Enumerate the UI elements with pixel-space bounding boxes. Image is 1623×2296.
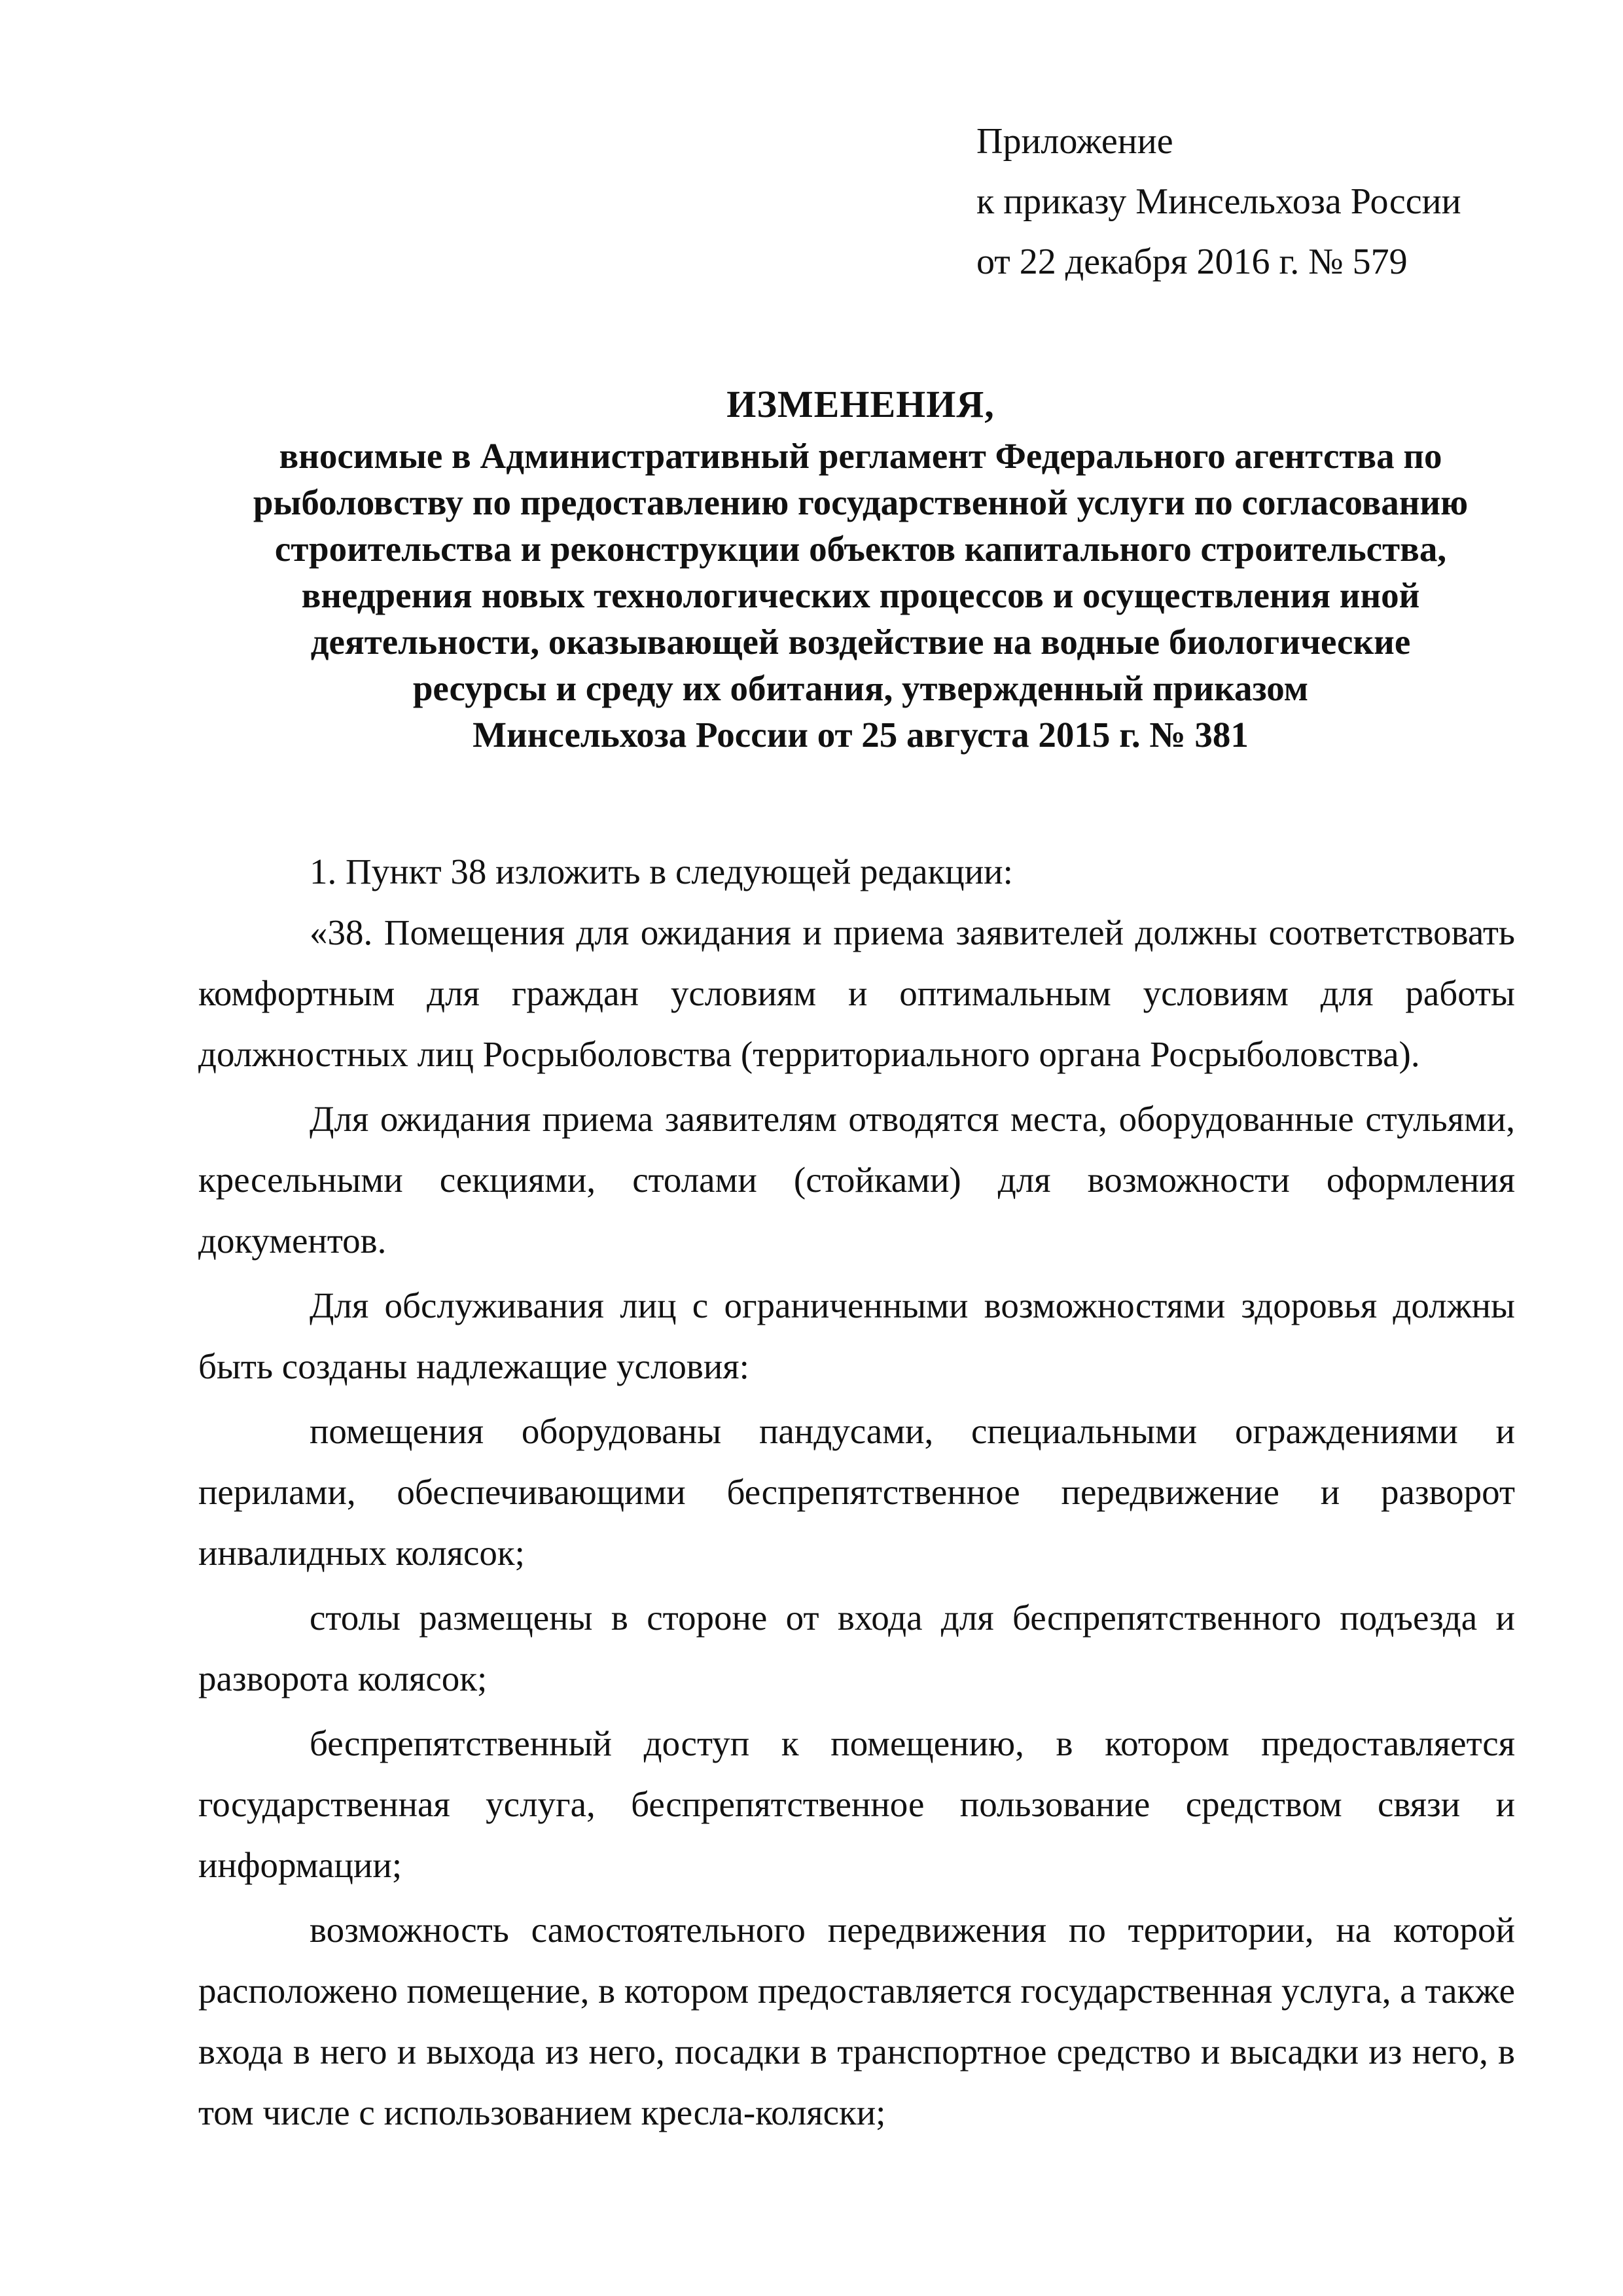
heading-line: внедрения новых технологических процессов и осуществления иной [301, 575, 1420, 615]
body-paragraph: помещения оборудованы пандусами, специальными ограждениями и перилами, обеспечивающими беспрепятственное передвижение и разворот инвалидных колясок; [198, 1411, 1515, 1573]
appendix-order-reference: к приказу Минсельхоза России [976, 181, 1461, 222]
heading-line: строительства и реконструкции объектов капитального строительства, [274, 529, 1447, 569]
document-heading [177, 376, 1544, 758]
heading-line: деятельности, оказывающей воздействие на водные биологические [310, 622, 1411, 662]
appendix-block [976, 111, 1461, 292]
body-paragraph: возможность самостоятельного передвижения по территории, на которой расположено помещение, в котором предоставляется государственная услуга, а также входа в него и выхода из него, посадки в транспортное средство и высадки из него, в том числе с использованием кресла-коляски; [198, 1910, 1515, 2132]
body-paragraph: Для ожидания приема заявителям отводятся места, оборудованные стульями, кресельными секциями, столами (стойками) для возможности оформления документов. [198, 1099, 1515, 1261]
body-paragraph: «38. Помещения для ожидания и приема заявителей должны соответствовать комфортным для граждан условиям и оптимальным условиям для работы должностных лиц Росрыболовства (территориального органа Росрыболовства). [198, 912, 1515, 1074]
body-paragraph: столы размещены в стороне от входа для беспрепятственного подъезда и разворота колясок; [198, 1598, 1515, 1698]
body-paragraph: Для обслуживания лиц с ограниченными возможностями здоровья должны быть созданы надлежащие условия: [198, 1285, 1515, 1386]
appendix-order-date-number: от 22 декабря 2016 г. № 579 [976, 242, 1408, 282]
body-paragraph: 1. Пункт 38 изложить в следующей редакции: [310, 852, 1013, 891]
heading-line: Минсельхоза России от 25 августа 2015 г. № 381 [473, 715, 1249, 755]
appendix-title: Приложение [976, 121, 1173, 162]
document-body [198, 841, 1515, 2143]
heading-line: вносимые в Административный регламент Федерального агентства по [279, 436, 1442, 476]
heading-line: ресурсы и среду их обитания, утвержденный приказом [412, 668, 1309, 708]
body-paragraph: беспрепятственный доступ к помещению, в котором предоставляется государственная услуга, беспрепятственное пользование средством связи и информации; [198, 1723, 1515, 1885]
heading-line: рыболовству по предоставлению государственной услуги по согласованию [253, 482, 1469, 522]
heading-title: ИЗМЕНЕНИЯ, [726, 383, 995, 425]
